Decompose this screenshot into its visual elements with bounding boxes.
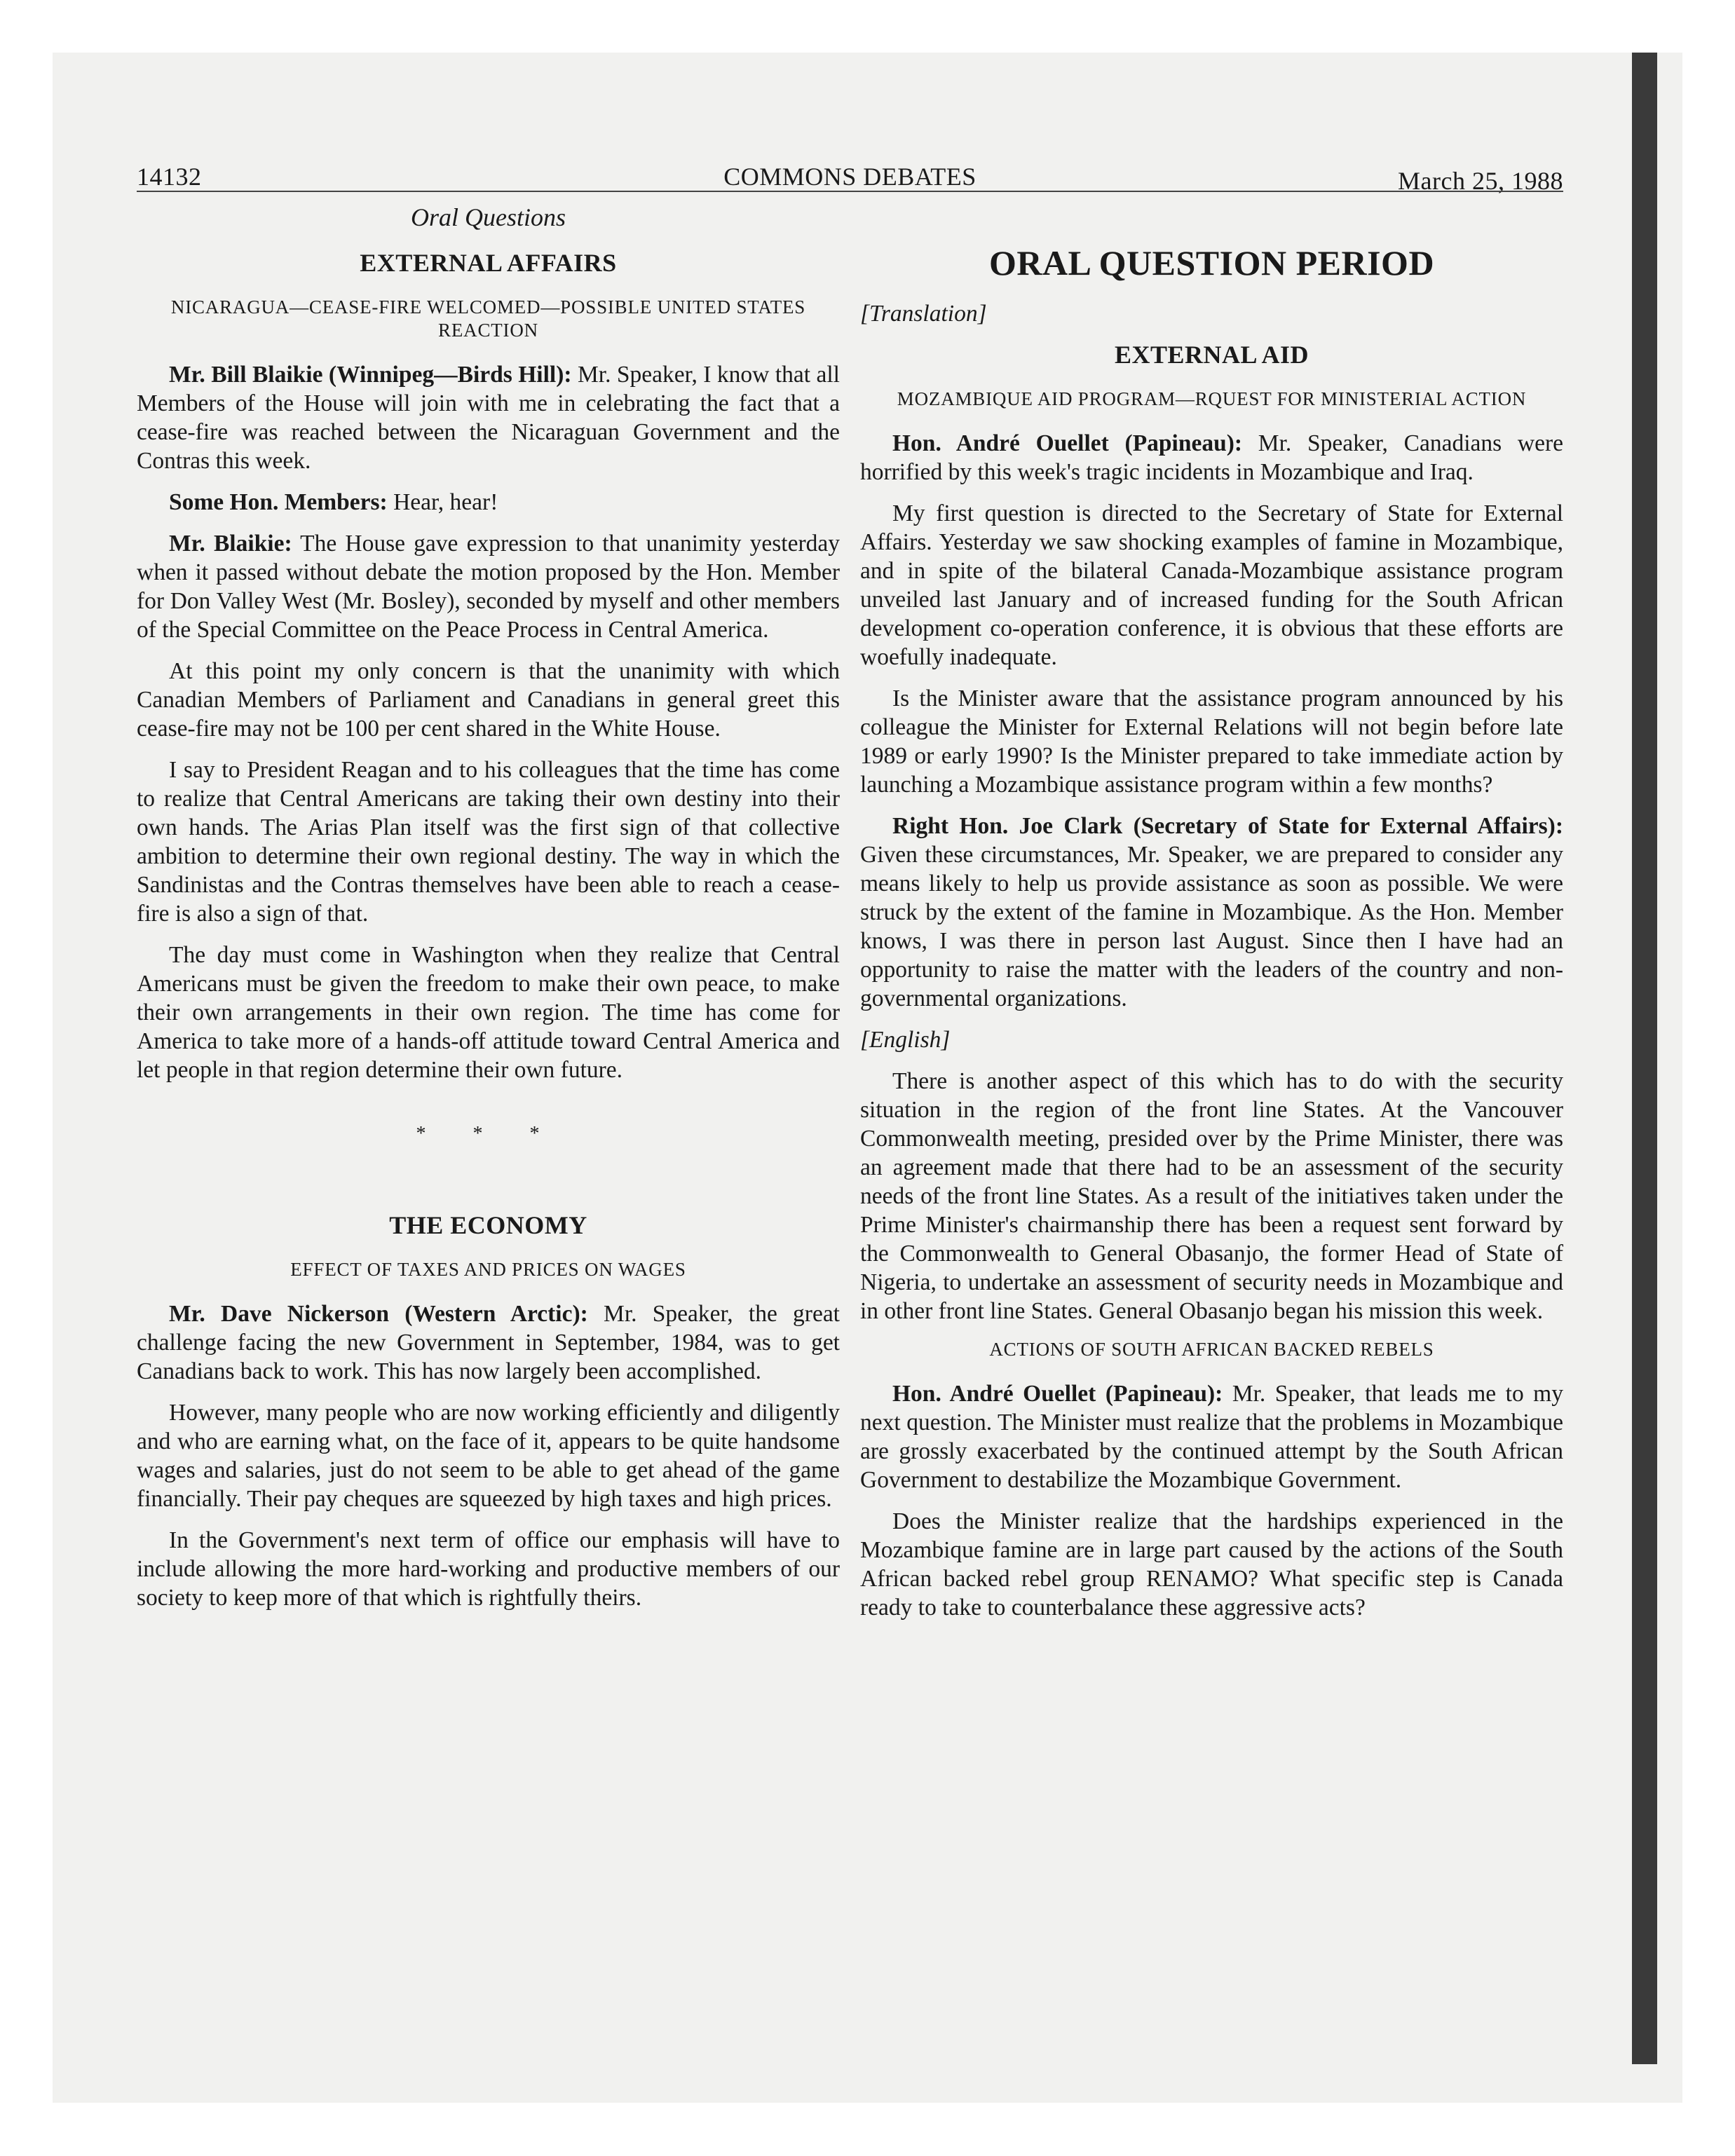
- english-tag: [English]: [860, 1027, 951, 1053]
- section-separator: * * *: [416, 1123, 561, 1145]
- page-date: March 25, 1988: [1398, 167, 1563, 195]
- publication-title: COMMONS DEBATES: [723, 163, 977, 191]
- translation-tag: [Translation]: [860, 301, 987, 327]
- main-heading: ORAL QUESTION PERIOD: [988, 243, 1435, 282]
- paragraph: [137, 529, 840, 644]
- speaker-name: Some Hon. Members:: [169, 489, 388, 515]
- heading-economy: THE ECONOMY: [389, 1211, 587, 1239]
- paragraph: There is another aspect of this which has to do with the security situation in the region of the front line States. At the Vancouver Commonwealth meeting, presided over by the Prime Minister, there was an agreement made that there had to be an assessment of the security needs of the front line States. As a result of the initiatives taken under the Prime Minister's chairmanship there has been a request sent forward by the Commonwealth to General Obasanjo, the former Head of State of Nigeria, to undertake an assessment of security needs in Mozambique and in other front line States. General Obasanjo began his mission this week.: [860, 1068, 1563, 1324]
- paragraph: In the Government's next term of office our emphasis will have to include allowing the more hard-working and productive members of our society to keep more of that which is rightfully theirs.: [137, 1527, 840, 1611]
- paragraph: The day must come in Washington when they realize that Central Americans must be given the freedom to make their own peace, to make their own arrangements in their own region. The time has come for America to take more of a hands-off attitude toward Central America and let people in that region determine their own future.: [137, 942, 840, 1083]
- paragraph: [137, 360, 840, 475]
- speech-text: Mr. Speaker, that leads me to my next question. The Minister must realize that the problems in Mozambique are grossly exacerbated by the continued attempt by the South African Government to destabilize the Mozambique Government.: [860, 1381, 1563, 1493]
- page-header: [137, 163, 1563, 195]
- paragraph: [137, 488, 840, 517]
- right-column: [860, 203, 1563, 1635]
- speech-text: Mr. Speaker, I know that all Members of the House will join with me in celebrating the fact that a cease-fire was reached between the Nicaraguan Government and the Contras this week.: [137, 362, 840, 474]
- paragraph: [137, 1299, 840, 1386]
- speaker-name: Mr. Blaikie:: [169, 531, 292, 557]
- paragraph: Is the Minister aware that the assistance program announced by his colleague the Minister for External Relations will not begin before late 1989 or early 1990? Is the Minister prepared to take immediate action by launching a Mozambique assistance program within a few months?: [860, 685, 1563, 798]
- paragraph: [860, 429, 1563, 486]
- heading-external-affairs: EXTERNAL AFFAIRS: [360, 249, 617, 277]
- paragraph: My first question is directed to the Secretary of State for External Affairs. Yesterday we saw shocking examples of famine in Mozambique, and in spite of the bilateral Canada-Mozambique assistance program unveiled last January and of increased funding for the South African development co-operation conference, it is obvious that these efforts are woefully inadequate.: [860, 500, 1563, 670]
- section-label: Oral Questions: [410, 203, 566, 231]
- subheading-rebels: ACTIONS OF SOUTH AFRICAN BACKED REBELS: [989, 1339, 1434, 1360]
- speech-text: Mr. Speaker, Canadians were horrified by this week's tragic incidents in Mozambique and Iraq.: [860, 430, 1563, 485]
- paragraph: I say to President Reagan and to his colleagues that the time has come to realize that Central Americans are taking their own destiny into their own hands. The Arias Plan itself was the first sign of that collective ambition to determine their own regional destiny. The way in which the Sandinistas and the Contras themselves have been able to reach a cease-fire is also a sign of that.: [137, 757, 840, 927]
- speech-text: Hear, hear!: [387, 489, 498, 515]
- paragraph: At this point my only concern is that the unanimity with which Canadian Members of Parliament and Canadians in general greet this cease-fire may not be 100 per cent shared in the White House.: [137, 658, 840, 742]
- page-number: 14132: [137, 163, 202, 191]
- subheading-nicaragua: NICARAGUA—CEASE-FIRE WELCOMED—POSSIBLE UNITED STATES REACTION: [170, 296, 806, 341]
- speaker-name: Right Hon. Joe Clark (Secretary of State for External Affairs):: [892, 813, 1563, 839]
- heading-external-aid: EXTERNAL AID: [1114, 341, 1309, 369]
- speaker-name: Mr. Bill Blaikie (Winnipeg—Birds Hill):: [169, 362, 572, 388]
- paragraph: [860, 1379, 1563, 1494]
- paragraph: [860, 812, 1563, 1013]
- paragraph: However, many people who are now working efficiently and diligently and who are earning what, on the face of it, appears to be quite handsome wages and salaries, just do not seem to be able to get ahead of the game financially. Their pay cheques are squeezed by high taxes and high prices.: [137, 1400, 840, 1512]
- speaker-name: Hon. André Ouellet (Papineau):: [892, 430, 1243, 456]
- paragraph: Does the Minister realize that the hardships experienced in the Mozambique famine are in large part caused by the actions of the South African backed rebel group RENAMO? What specific step is Canada ready to take to counterbalance these aggressive acts?: [860, 1508, 1563, 1621]
- scan-edge-bar: [1632, 53, 1657, 2064]
- speaker-name: Hon. André Ouellet (Papineau):: [892, 1381, 1223, 1407]
- speech-text: Given these circumstances, Mr. Speaker, we are prepared to consider any means likely to help us provide assistance as soon as possible. We were struck by the extent of the famine in Mozambique. As the Hon. Member knows, I was there in person last August. Since then I have had an opportunity to raise the matter with the leaders of the country and non-governmental organizations.: [860, 842, 1563, 1011]
- subheading-taxes: EFFECT OF TAXES AND PRICES ON WAGES: [290, 1259, 686, 1280]
- speaker-name: Mr. Dave Nickerson (Western Arctic):: [169, 1301, 588, 1327]
- speech-text: The House gave expression to that unanimity yesterday when it passed without debate the motion proposed by the Hon. Member for Don Valley West (Mr. Bosley), seconded by myself and other members of the Special Committee on the Peace Process in Central America.: [137, 531, 840, 643]
- speech-text: Mr. Speaker, the great challenge facing the new Government in September, 1984, was to get Canadians back to work. This has now largely been accomplished.: [137, 1301, 840, 1384]
- header-rule: [137, 191, 1563, 192]
- left-column: [137, 203, 840, 1625]
- subheading-mozambique: MOZAMBIQUE AID PROGRAM—RQUEST FOR MINISTERIAL ACTION: [897, 388, 1527, 409]
